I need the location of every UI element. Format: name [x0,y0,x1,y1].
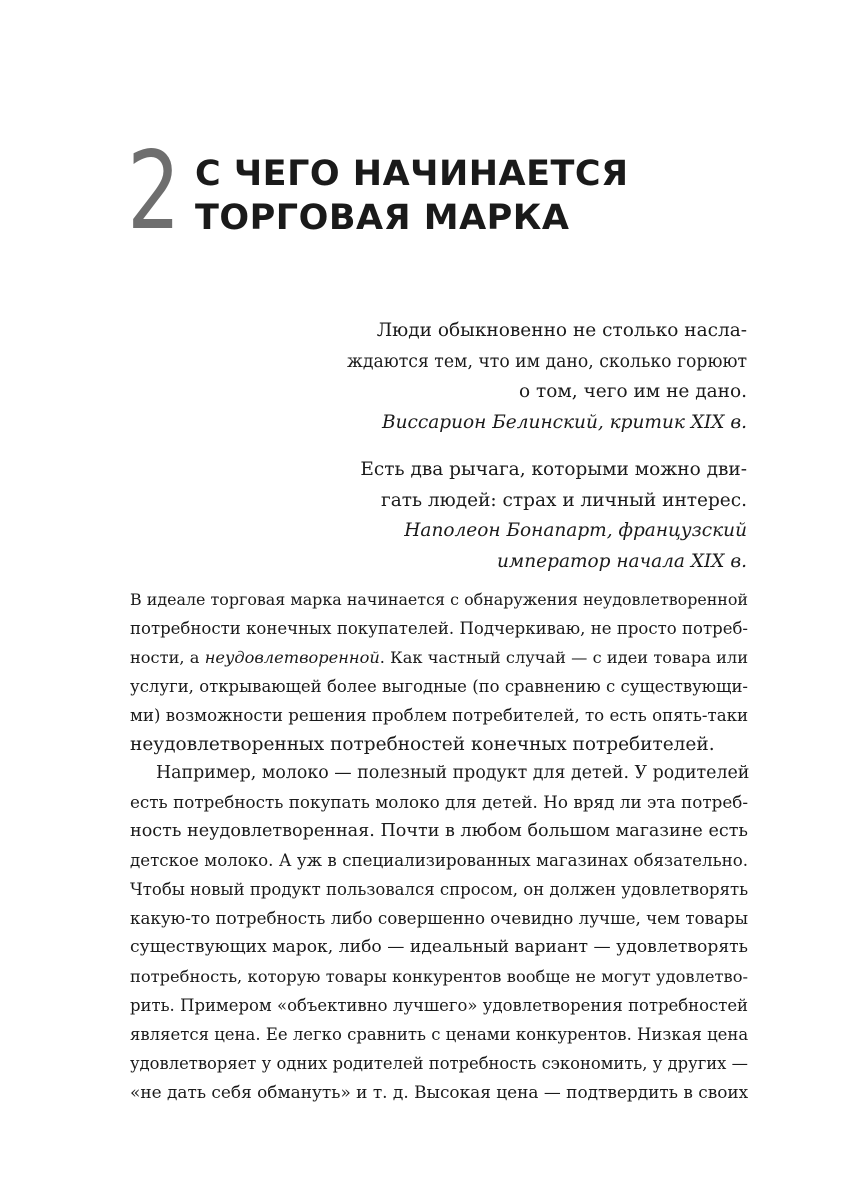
epigraph-text-line: Люди обыкновенно не столько насла- [376,320,747,341]
text-segment: услуги, открывающей более выгодные (по сравнению с существующи- [130,677,748,696]
text-line [130,701,748,730]
text-line [130,962,748,991]
text-line [130,643,748,672]
text-line [130,1049,748,1078]
text-line [130,672,748,701]
chapter-title [195,152,629,240]
text-segment: Например, молоко — полезный продукт для детей. У родителей [156,763,750,783]
epigraphs [347,316,747,577]
text-segment: какую-то потребность либо совершенно очевидно лучше, чем товары [130,908,748,928]
chapter-number: 2 [127,129,181,254]
epigraph-author: император начала XIX в. [496,550,747,572]
text-segment: Чтобы новый продукт пользовался спросом, он должен удовлетворять [130,880,749,899]
epigraph-text-line: ждаются тем, что им дано, сколько горюют [347,351,747,372]
epigraph [347,316,747,438]
text-segment: существующих марок, либо — идеальный вариант — удовлетворять [130,937,748,957]
text-line [130,991,748,1020]
text-segment: ности, а [130,648,205,667]
epigraph-author: Наполеон Бонапарт, французский [404,520,747,541]
text-segment: рить. Примером «объективно лучшего» удовлетворения потребностей [130,996,748,1015]
text-segment: потребности конечных покупателей. Подчеркиваю, не просто потреб- [130,619,748,638]
text-line [130,1078,748,1107]
text-segment: потребность, которую товары конкурентов вообще не могут удовлетво- [130,967,748,986]
text-segment: ность неудовлетворенная. Почти в любом большом магазине есть [130,821,748,841]
text-segment: . Как частный случай — с идеи товара или [379,648,748,667]
text-line [130,614,748,643]
chapter-title-line: ТОРГОВАЯ МАРКА [195,198,570,238]
epigraph-text-line: о том, чего им не дано. [519,381,747,402]
epigraph-author: Виссарион Белинский, критик XIX в. [381,411,747,433]
text-line [130,933,748,962]
text-segment: есть потребность покупать молоко для детей. Но вряд ли эта потреб- [130,792,748,812]
text-line [130,1020,748,1049]
epigraph [347,455,747,577]
epigraph-text-line: гать людей: страх и личный интерес. [381,489,747,511]
text-line [130,730,748,759]
emphasis-text: неудовлетворенной [204,648,380,667]
text-line [130,904,748,933]
text-segment: является цена. Ее легко сравнить с ценами конкурентов. Низкая цена [130,1025,749,1044]
text-line [130,585,748,614]
text-line [130,788,748,817]
paragraph [130,585,748,759]
body-text [130,585,748,1107]
text-segment: ми) возможности решения проблем потребителей, то есть опять-таки [130,706,749,725]
text-segment: неудовлетворенных потребностей конечных потребителей. [130,734,715,755]
text-line [130,846,748,875]
text-segment: В идеале торговая марка начинается с обнаружения неудовлетворенной [130,590,748,609]
epigraph-text-line: Есть два рычага, которыми можно дви- [360,459,747,480]
text-segment: «не дать себя обмануть» и т. д. Высокая цена — подтвердить в своих [130,1082,749,1102]
text-segment: удовлетворяет у одних родителей потребность сэкономить, у других — [130,1054,748,1073]
chapter-title-line: С ЧЕГО НАЧИНАЕТСЯ [195,154,629,194]
text-line [130,817,748,846]
text-line [130,759,748,788]
paragraph [130,759,748,1107]
text-line [130,875,748,904]
text-segment: детское молоко. А уж в специализированных магазинах обязательно. [130,851,748,870]
